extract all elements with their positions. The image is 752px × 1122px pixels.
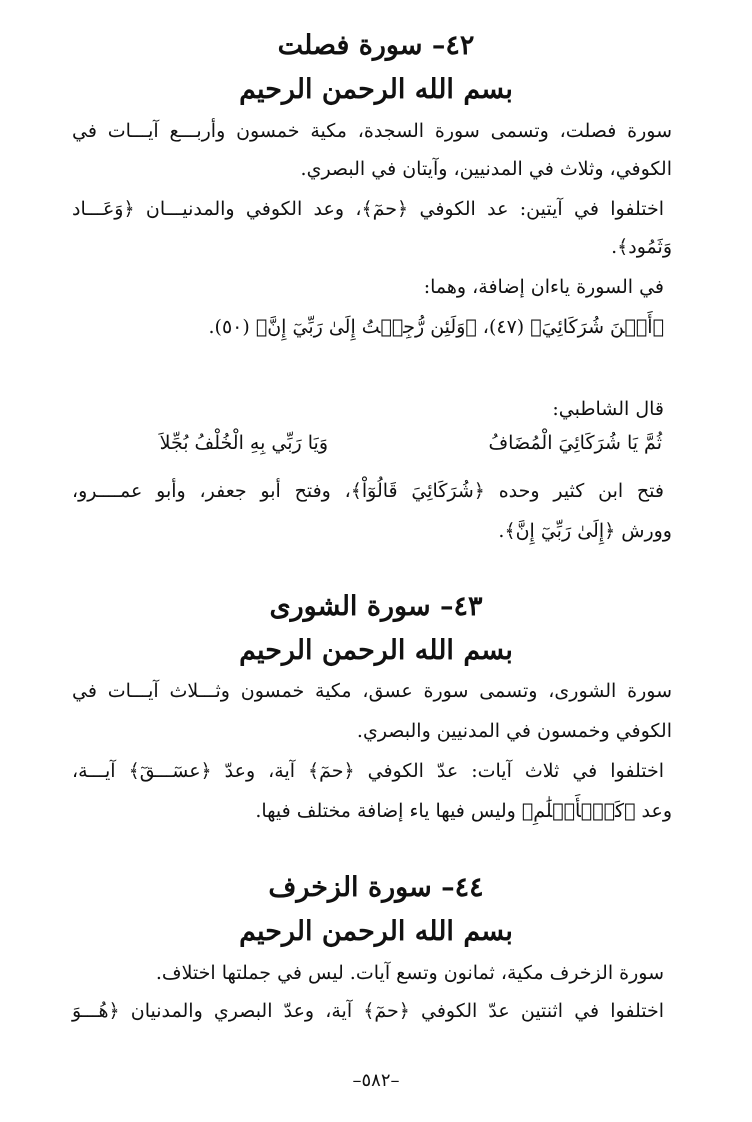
surah-43-text-line: اختلفوا في ثلاث آيات: عدّ الكوفي ﴿حمٓ﴾ آية، وعدّ ﴿عسٓـــقٓ﴾ آيـــة، xyxy=(72,760,664,782)
surah-42-quran-references: ﴿أَيۡنَ شُرَكَائِيَ﴾ (٤٧)، ﴿وَلَئِن رُّجِعۡتُ إِلَىٰ رَبِّيٓ إِنَّ﴾ (٥٠). xyxy=(208,316,664,338)
surah-42-text-line: سورة فصلت، وتسمى سورة السجدة، مكية خمسون وأربـــع آيـــات في xyxy=(72,120,672,142)
shatibi-verse-second-hemistich: وَيَا رَبِّي بِهِ الْخُلْفُ بُجِّلاَ xyxy=(159,432,328,454)
surah-43-text-line: وعد ﴿كَٱلۡأَعۡلَٰمِ﴾ وليس فيها ياء إضافة مختلف فيها. xyxy=(255,800,672,822)
shatibi-verse-first-hemistich: ثُمَّ يَا شُرَكَائِيَ الْمُضَافُ xyxy=(488,432,662,454)
page-number: –٥٨٢– xyxy=(352,1070,400,1091)
surah-42-basmala: بسم الله الرحمن الرحيم xyxy=(239,74,513,105)
surah-43-text-line: الكوفي وخمسون في المدنيين والبصري. xyxy=(356,720,672,742)
surah-43-title: ٤٣– سورة الشورى xyxy=(269,591,483,622)
surah-42-text-line: في السورة ياءان إضافة، وهما: xyxy=(423,276,664,298)
surah-44-basmala: بسم الله الرحمن الرحيم xyxy=(239,916,513,947)
surah-42-text-line: فتح ابن كثير وحده ﴿شُرَكَائِيَ قَالُوٓاْ﴾، وفتح أبو جعفر، وأبو عمــــرو، xyxy=(72,480,664,502)
surah-44-text-line: سورة الزخرف مكية، ثمانون وتسع آيات. ليس في جملتها اختلاف. xyxy=(155,962,664,984)
surah-42-title: ٤٢– سورة فصلت xyxy=(277,30,475,61)
surah-42-text-line: الكوفي، وثلاث في المدنيين، وآيتان في البصري. xyxy=(300,158,672,180)
surah-43-text-line: سورة الشورى، وتسمى سورة عسق، مكية خمسون وثـــلاث آيـــات في xyxy=(72,680,672,702)
surah-44-text-line: اختلفوا في اثنتين عدّ الكوفي ﴿حمٓ﴾ آية، وعدّ البصري والمدنيان ﴿هُـــوَ xyxy=(72,1000,664,1022)
shatibi-intro: قال الشاطبي: xyxy=(552,398,664,420)
surah-42-text-line: وورش ﴿إِلَىٰ رَبِّيٓ إِنَّ﴾. xyxy=(498,520,672,542)
surah-44-title: ٤٤– سورة الزخرف xyxy=(268,872,484,903)
surah-42-text-line: اختلفوا في آيتين: عد الكوفي ﴿حمٓ﴾، وعد الكوفي والمدنيـــان ﴿وَعَـــاد xyxy=(72,198,664,220)
surah-43-basmala: بسم الله الرحمن الرحيم xyxy=(239,635,513,666)
surah-42-text-line: وَثَمُود﴾. xyxy=(611,236,672,258)
